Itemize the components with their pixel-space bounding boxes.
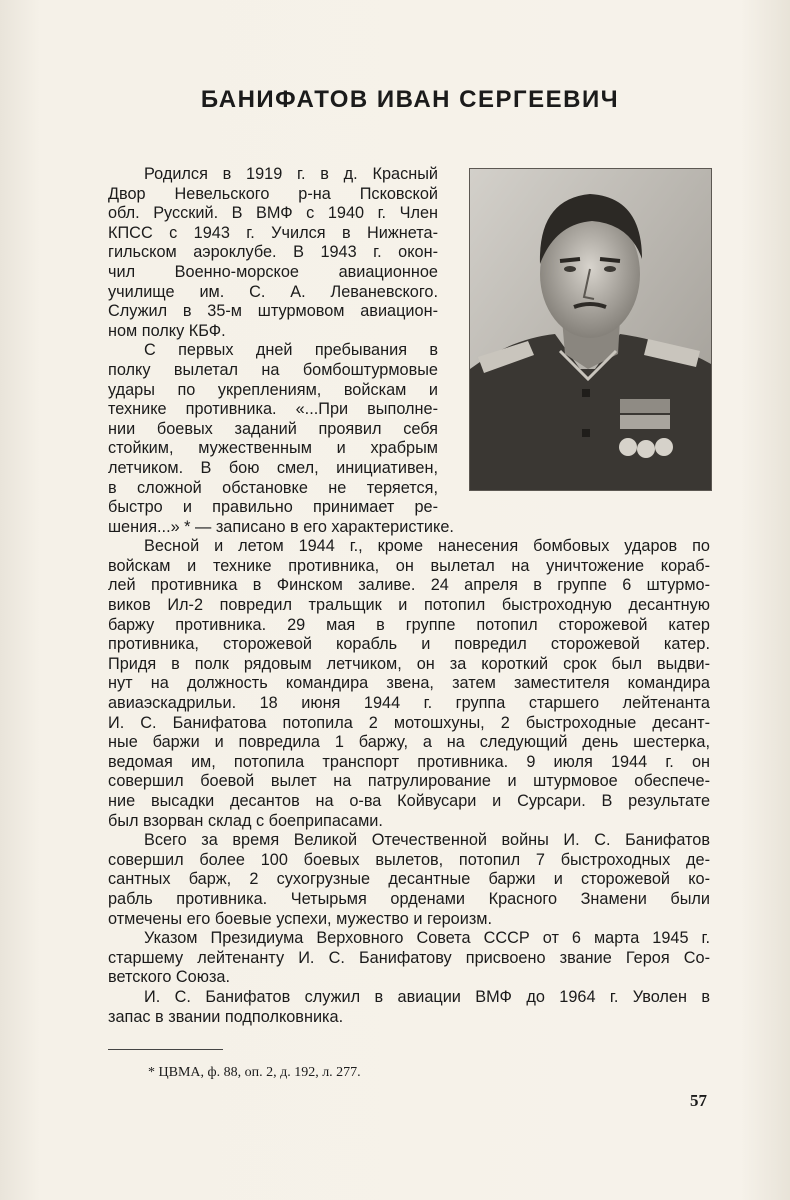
text-line: войскам и технике противника, он вылетал на уничтожение кораб- <box>108 556 710 575</box>
text-line: училище им. С. А. Леваневского. <box>108 282 438 301</box>
text-line: авиаэскадрильи. 18 июня 1944 г. группа старшего лейтенанта <box>108 694 710 713</box>
text-line: совершил более 100 боевых вылетов, потопил 7 быстроходных де- <box>108 850 710 869</box>
text-line: запас в звании подполковника. <box>108 1007 344 1026</box>
text-line: совершил боевой вылет на патрулирование и штурмовое обеспече- <box>108 772 710 791</box>
text-line: чил Военно-морское авиационное <box>108 262 438 281</box>
text-line: отмечены его боевые успехи, мужество и героизм. <box>108 909 493 928</box>
text-line: был взорван склад с боеприпасами. <box>108 811 383 830</box>
text-line: технике противника. «...При выполне- <box>108 400 438 419</box>
footnote-divider <box>108 1049 223 1050</box>
page-number: 57 <box>690 1091 707 1110</box>
text-line: шения...» * — записано в его характеристике. <box>108 517 454 536</box>
text-line: нут на должность командира звена, затем заместителя командира <box>108 674 710 693</box>
text-line: ном полку КБФ. <box>108 321 226 340</box>
text-line: И. С. Банифатова потопила 2 мотошхуны, 2 быстроходные десант- <box>108 713 710 732</box>
text-line: старшему лейтенанту И. С. Банифатову присвоено звание Героя Со- <box>108 948 710 967</box>
text-line: Служил в 35-м штурмовом авиацион- <box>108 302 438 321</box>
text-line: ветского Союза. <box>108 968 230 987</box>
text-line: Придя в полк рядовым летчиком, он за короткий срок был выдви- <box>108 654 710 673</box>
text-line: баржу противника. 29 мая в группе потопил сторожевой катер <box>108 615 710 634</box>
text-line: противника, сторожевой корабль и повредил сторожевой катер. <box>108 635 710 654</box>
text-line: полку вылетал на бомбоштурмовые <box>108 360 438 379</box>
text-line: быстро и правильно принимает ре- <box>108 498 438 517</box>
text-line: виков Ил-2 повредил тральщик и потопил быстроходную десантную <box>108 596 710 615</box>
text-line: ние высадки десантов на о-ва Койвусари и Сурсари. В результате <box>108 792 710 810</box>
text-line: ведомая им, потопила транспорт противника. 9 июля 1944 г. он <box>108 752 710 771</box>
text-line: Всего за время Великой Отечественной войны И. С. Банифатов <box>144 831 710 850</box>
text-line: И. С. Банифатов служил в авиации ВМФ до 1964 г. Уволен в <box>144 987 710 1006</box>
text-line: Двор Невельского р-на Псковской <box>108 184 438 203</box>
text-line: ные баржи и повредила 1 баржу, а на следующий день шестерка, <box>108 733 710 752</box>
text-line: в сложной обстановке не теряется, <box>108 478 438 497</box>
text-line: С первых дней пребывания в <box>144 341 438 360</box>
text-line: удары по укреплениям, войскам и <box>108 380 438 399</box>
text-line: Родился в 1919 г. в д. Красный <box>144 165 438 183</box>
text-line: рабль противника. Четырьмя орденами Красного Знамени были <box>108 889 710 908</box>
biography-text <box>108 165 710 1027</box>
text-line: летчиком. В бою смел, инициативен, <box>108 458 438 477</box>
text-line: лей противника в Финском заливе. 24 апреля в группе 6 штурмо- <box>108 576 710 595</box>
text-line: КПСС с 1943 г. Учился в Нижнета- <box>108 223 438 242</box>
text-line: обл. Русский. В ВМФ с 1940 г. Член <box>108 204 438 223</box>
page-title: БАНИФАТОВ ИВАН СЕРГЕЕВИЧ <box>200 86 620 113</box>
footnote: * ЦВМА, ф. 88, оп. 2, д. 192, л. 277. <box>148 1065 361 1080</box>
text-line: гильском аэроклубе. В 1943 г. окон- <box>108 243 438 262</box>
text-line: Указом Президиума Верховного Совета СССР от 6 марта 1945 г. <box>144 929 710 948</box>
text-line: сантных барж, 2 сухогрузные десантные баржи и сторожевой ко- <box>108 870 710 889</box>
text-line: нии боевых заданий проявил себя <box>108 419 438 438</box>
text-line: стойким, мужественным и храбрым <box>108 439 438 458</box>
text-line: Весной и летом 1944 г., кроме нанесения бомбовых ударов по <box>144 537 710 556</box>
